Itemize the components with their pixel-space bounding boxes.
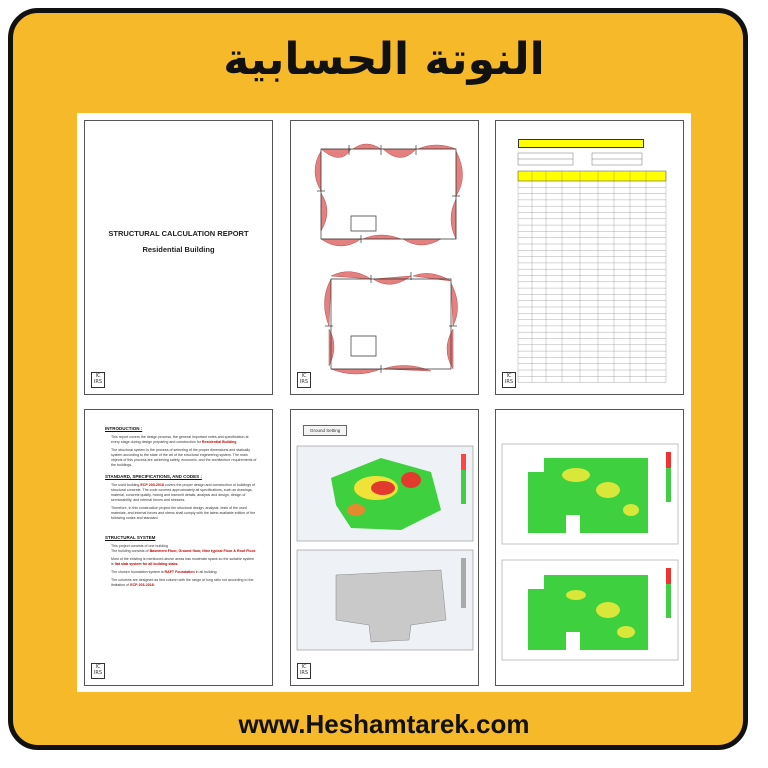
contour-plots	[291, 410, 479, 686]
company-logo: IC IRS	[91, 663, 105, 679]
paragraph: This project consists of one building The building consists of Basement Floor, Ground floor, Nine typical Floor & Roof Floor.	[111, 544, 256, 553]
report-cover-page	[84, 120, 273, 395]
introduction-page	[84, 409, 273, 686]
arabic-title: النوتة الحسابية	[223, 34, 545, 85]
contour-plots	[496, 410, 684, 686]
moment-diagram-page	[290, 120, 479, 395]
document-collage	[77, 113, 691, 692]
moment-diagram	[291, 121, 479, 395]
report-title: STRUCTURAL CALCULATION REPORT	[108, 229, 249, 238]
contour-results-page	[495, 409, 684, 686]
calculation-table	[496, 121, 684, 395]
website-url[interactable]: www.Heshamtarek.com	[238, 709, 530, 739]
structural-system-heading: STRUCTURAL SYSTEM	[105, 535, 156, 540]
introduction-text	[97, 420, 257, 591]
ground-setting-badge: Ground Setting	[303, 425, 347, 436]
calculation-table-page	[495, 120, 684, 395]
introduction-heading: INTRODUCTION :	[105, 426, 143, 431]
paragraph: Therefore, in this construction project the structural design, analysis, tests of the used materials, and internal forces and stress shall comply with the latest available edition of the following codes and standard.	[111, 506, 256, 520]
company-logo: IC IRS	[502, 372, 516, 388]
paragraph: The columns are designed as tied column with the range of long ratio not according to the limitation of ECP 203-2018.	[111, 578, 254, 587]
company-logo: IC IRS	[91, 372, 105, 388]
paragraph: The used building ECP 203-2018 covers the proper design and construction of buildings of structural concrete. The code covered approximately all specifications, such as drawings, material, concrete quality, mixing and transmit details, analysis and design, design of serviceability, and internal forces and stresses.	[111, 483, 255, 502]
paragraph: Most of the existing is mentioned above areas has moderate spans so the suitable system is flat slab system for all building slabs.	[111, 557, 255, 566]
paragraph: The structural system is the process of selecting of the proper dimensions and statically system according to the state of the art of the structural engineering system. The main objects of this process are achieving safety, economic, and the architecture requirements of the buildings.	[111, 448, 257, 467]
paragraph: This report covers the design process, the general important notes and specification at every stage during design preparing and construction for Residential Building	[111, 435, 249, 444]
report-subtitle: Residential Building	[142, 245, 215, 254]
ground-setting-page	[290, 409, 479, 686]
standards-heading: STANDARD, SPECIFICATIONS, AND CODES :	[105, 474, 202, 479]
company-logo: IC IRS	[297, 372, 311, 388]
paragraph: The chosen foundation system is RAFT Foundation in all building.	[111, 570, 218, 574]
company-logo: IC IRS	[297, 663, 311, 679]
